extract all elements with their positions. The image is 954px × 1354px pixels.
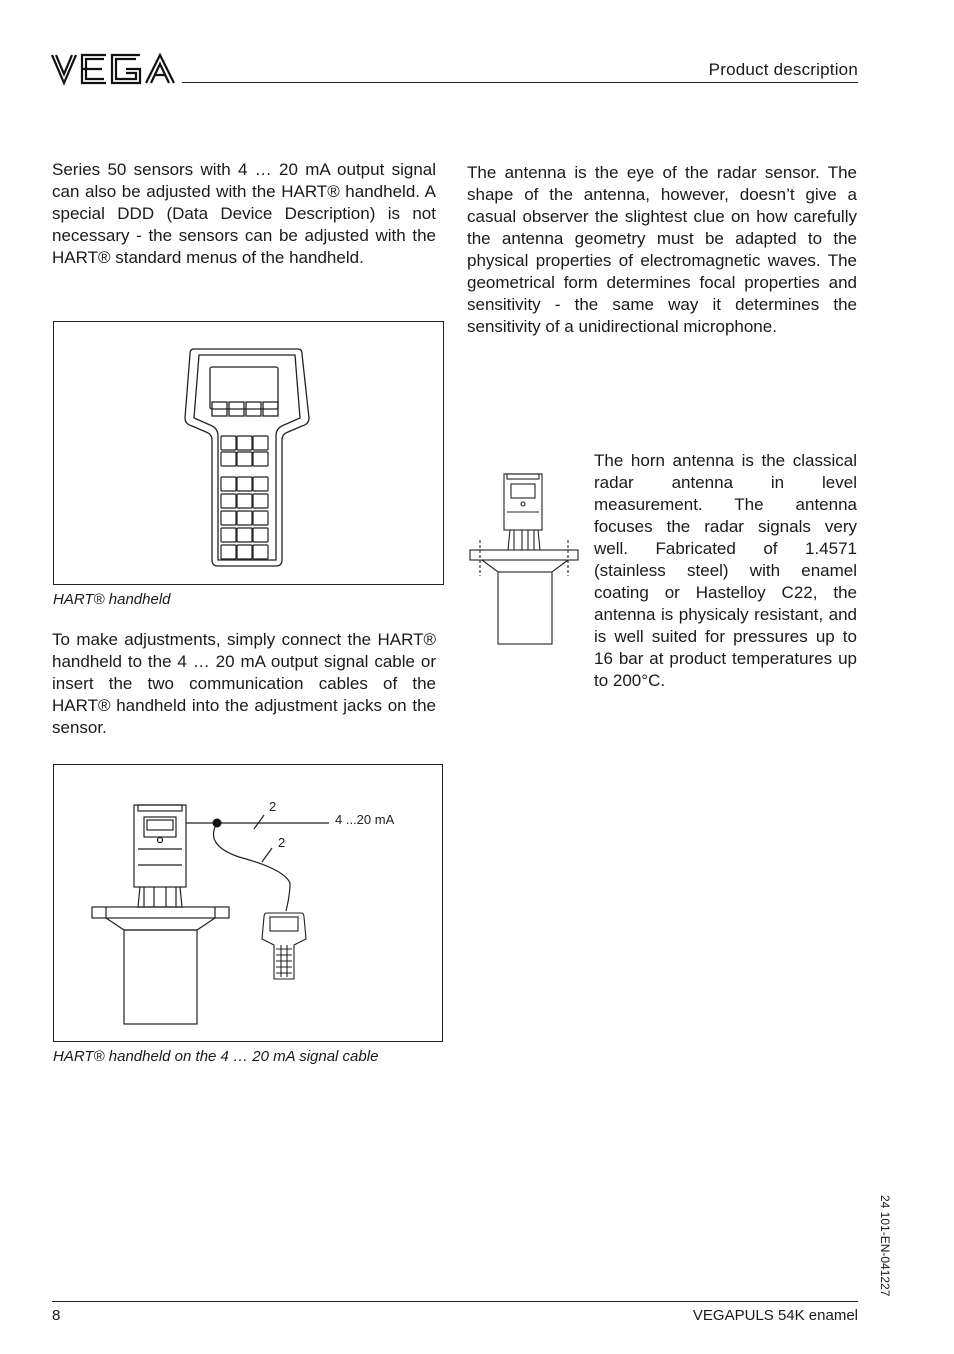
figure2-caption: HART® handheld on the 4 … 20 mA signal cable xyxy=(53,1048,379,1065)
figure-hart-signal-cable xyxy=(53,764,443,1042)
left-paragraph-2: To make adjustments, simply connect the HART® handheld to the 4 … 20 mA output signal cable or insert the two communication cables of the HART® handheld into the adjustment jacks on the sensor. xyxy=(52,630,436,737)
page-number: 8 xyxy=(52,1307,61,1324)
vega-logo xyxy=(50,52,178,86)
wire-count-top: 2 xyxy=(269,799,277,814)
section-title: Product description xyxy=(708,60,858,79)
right-paragraph-2: The horn antenna is the classical radar antenna in level measurement. The antenna focuses the radar signals very well. Fabricated of 1.4571 (stainless steel) with enamel coating or Hastelloy C22, the antenna is physicaly resistant, and is well suited for pressures up to 16 bar at product temperatures up to 200°C. xyxy=(594,451,857,690)
document-number: 24 101-EN-041227 xyxy=(878,1195,892,1297)
hart-handheld-drawing xyxy=(54,322,443,584)
product-name: VEGAPULS 54K enamel xyxy=(692,1307,858,1324)
figure1-caption: HART® handheld xyxy=(53,591,171,608)
signal-label: 4 ...20 mA xyxy=(335,812,395,827)
right-paragraph-1: The antenna is the eye of the radar sensor. The shape of the antenna, however, doesn’t give a casual observer the slightest clue on how carefully the antenna geometry must be adapted to the physical properties of electromagnetic waves. The geometrical form determines focal properties and sensitivity - the same way it determines the sensitivity of a unidirectional microphone. xyxy=(467,163,857,336)
wire-count-bottom: 2 xyxy=(278,835,286,850)
left-paragraph-1: Series 50 sensors with 4 … 20 mA output signal can also be adjusted with the HART® handheld. A special DDD (Data Device Description) is not necessary - the sensors can be adjusted with the HART® standard menus of the handheld. xyxy=(52,160,436,267)
horn-antenna-drawing xyxy=(464,468,584,650)
signal-cable-drawing xyxy=(54,765,442,1041)
header-rule xyxy=(182,82,858,83)
figure-hart-handheld xyxy=(53,321,444,585)
footer-rule xyxy=(52,1301,858,1302)
